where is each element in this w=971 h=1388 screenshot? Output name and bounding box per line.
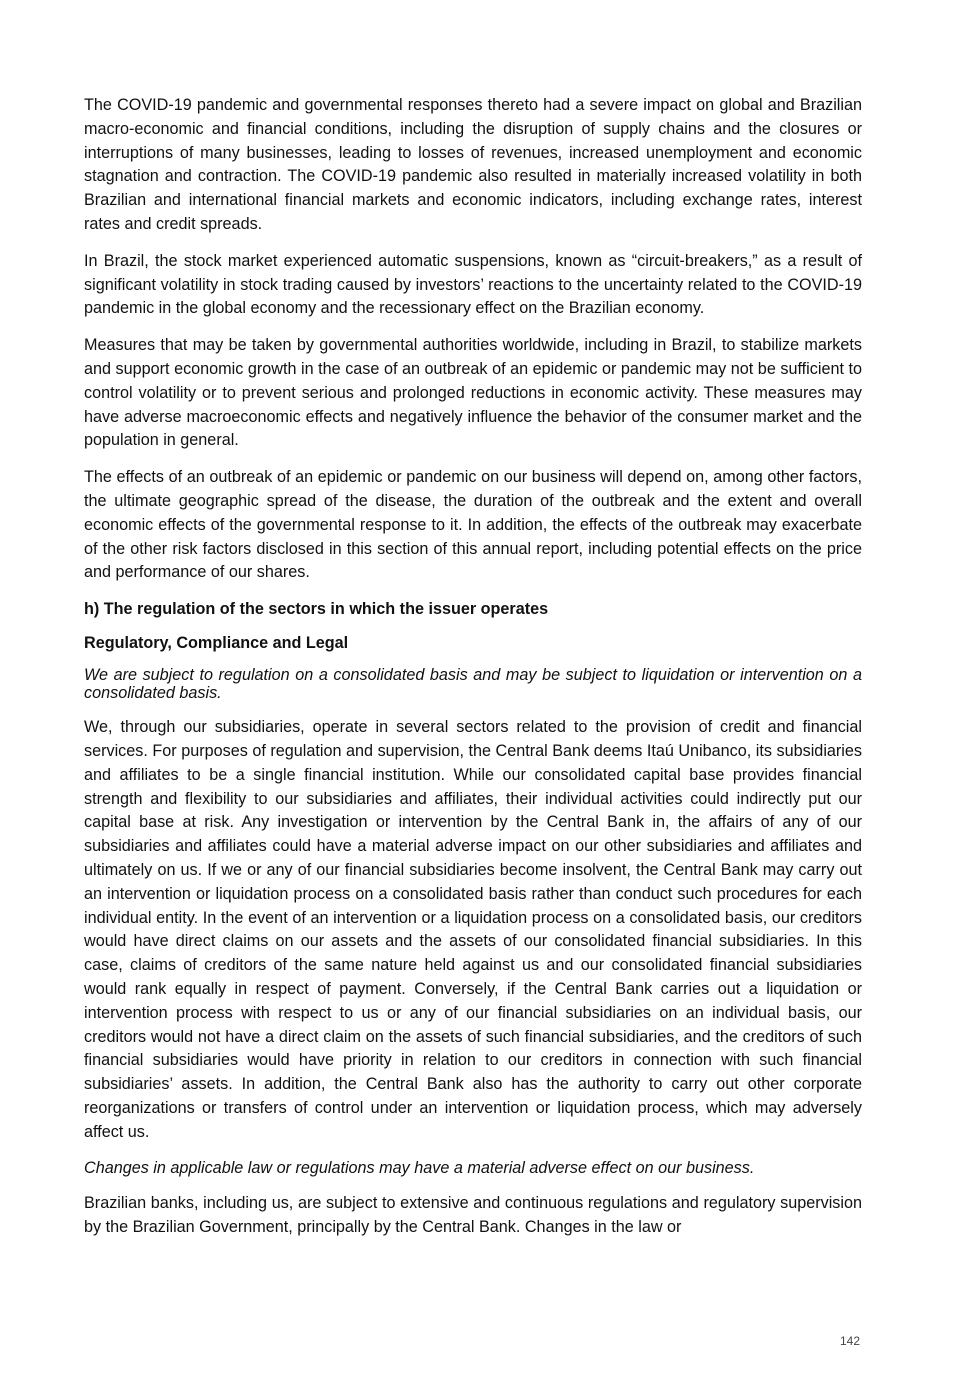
- risk-body-law-changes: Brazilian banks, including us, are subject to extensive and continuous regulations and regulatory supervision by the Brazilian Government, principally by the Central Bank. Changes in the law or: [84, 1194, 862, 1237]
- paragraph-covid-impact: The COVID-19 pandemic and governmental responses thereto had a severe impact on global and Brazilian macro-economic and financial conditions, including the disruption of supply chains and the closures or interruptions of many businesses, leading to losses of revenues, increased unemployment and economic stagnation and contraction. The COVID-19 pandemic also resulted in materially increased volatility in both Brazilian and international financial markets and economic indicators, including exchange rates, interest rates and credit spreads.: [84, 96, 862, 233]
- risk-title-consolidated-regulation: We are subject to regulation on a consolidated basis and may be subject to liquidation or intervention on a consolidated basis.: [84, 666, 862, 703]
- paragraph-government-measures: Measures that may be taken by governmental authorities worldwide, including in Brazil, to stabilize markets and support economic growth in the case of an outbreak of an epidemic or pandemic may not be sufficient to control volatility or to prevent serious and prolonged reductions in economic activity. These measures may have adverse macroeconomic effects and negatively influence the behavior of the consumer market and the population in general.: [84, 336, 862, 450]
- risk-title-law-changes: Changes in applicable law or regulations may have a material adverse effect on our business.: [84, 1159, 755, 1178]
- page-number: 142: [839, 1334, 860, 1348]
- subheading: Regulatory, Compliance and Legal: [84, 634, 349, 653]
- paragraph-circuit-breakers: In Brazil, the stock market experienced automatic suspensions, known as “circuit-breakers,” as a result of significant volatility in stock trading caused by investors’ reactions to the uncertainty related to the COVID-19 pandemic in the global economy and the recessionary effect on the Brazilian economy.: [84, 251, 862, 318]
- document-body: [84, 94, 862, 1253]
- section-heading: h) The regulation of the sectors in which the issuer operates: [84, 600, 549, 619]
- paragraph-outbreak-effects: The effects of an outbreak of an epidemic or pandemic on our business will depend on, among other factors, the ultimate geographic spread of the disease, the duration of the outbreak and the extent and overall economic effects of the governmental response to it. In addition, the effects of the outbreak may exacerbate of the other risk factors disclosed in this section of this annual report, including potential effects on the price and performance of our shares.: [84, 468, 862, 582]
- risk-body-consolidated-regulation: We, through our subsidiaries, operate in several sectors related to the provision of credit and financial services. For purposes of regulation and supervision, the Central Bank deems Itaú Unibanco, its subsidiaries and affiliates to be a single financial institution. While our consolidated capital base provides financial strength and flexibility to our subsidiaries and affiliates, their individual activities could indirectly put our capital base at risk. Any investigation or intervention by the Central Bank in, the affairs of any of our subsidiaries and affiliates could have a material adverse impact on our other subsidiaries and affiliates and ultimately on us. If we or any of our financial subsidiaries become insolvent, the Central Bank may carry out an intervention or liquidation process on a consolidated basis rather than conduct such procedures for each individual entity. In the event of an intervention or a liquidation process on a consolidated basis, our creditors would have direct claims on our assets and the assets of our consolidated financial subsidiaries. In this case, claims of creditors of the same nature held against us and our consolidated financial subsidiaries would rank equally in respect of payment. Conversely, if the Central Bank carries out a liquidation or intervention process with respect to us or any of our financial subsidiaries on an individual basis, our creditors would not have a direct claim on the assets of such financial subsidiaries, and the creditors of such financial subsidiaries would have priority in relation to our creditors in connection with such financial subsidiaries’ assets. In addition, the Central Bank also has the authority to carry out other corporate reorganizations or transfers of control under an intervention or liquidation process, which may adversely affect us.: [84, 718, 862, 1141]
